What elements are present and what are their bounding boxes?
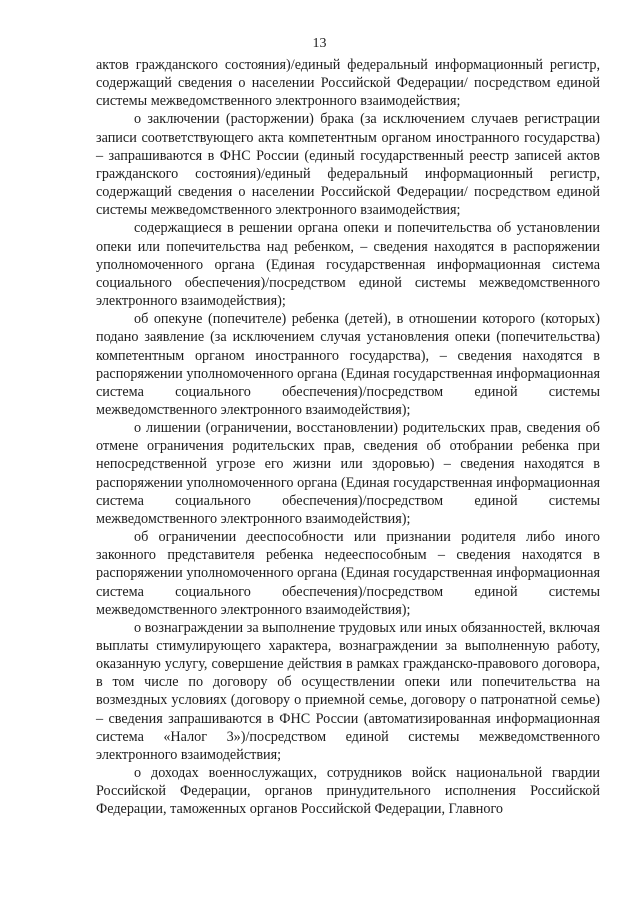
paragraph-remuneration: о вознаграждении за выполнение трудовых или иных обязанностей, включая выплаты стимулирующего характера, вознаграждении за выполненную работу, оказанную услугу, совершение действия в рамках гражданско-правового договора, в том числе по договору об осуществлении опеки или попечительства на возмездных условиях (договору о приемной семье, договору о патронатной семье) – сведения запрашиваются в ФНС России (автоматизированная информационная система «Налог 3»)/посредством единой системы межведомственного электронного взаимодействия; <box>96 619 600 763</box>
paragraph-guardianship-decision: содержащиеся в решении органа опеки и попечительства об установлении опеки или попечительства над ребенком, – сведения находятся в распоряжении уполномоченного органа (Единая государственная информационная система социального обеспечения)/посредством единой системы межведомственного электронного взаимодействия); <box>96 220 600 310</box>
paragraph-continuation: актов гражданского состояния)/единый федеральный информационный регистр, содержащий сведения о населении Российской Федерации/ посредством единой системы межведомственного электронного взаимодействия; <box>96 57 600 110</box>
paragraph-military-income: о доходах военнослужащих, сотрудников войск национальной гвардии Российской Федерации, органов принудительного исполнения Российской Федерации, таможенных органов Российской Федерации, Главного <box>96 765 600 818</box>
paragraph-parental-rights: о лишении (ограничении, восстановлении) родительских прав, сведения об отмене ограничения родительских прав, сведения об отобрании ребенка при непосредственной угрозе его жизни или здоровью) – сведения находятся в распоряжении уполномоченного органа (Единая государственная информационная система социального обеспечения)/посредством единой системы межведомственного электронного взаимодействия); <box>96 420 600 527</box>
paragraph-marriage: о заключении (расторжении) брака (за исключением случаев регистрации записи соответствующего акта компетентным органом иностранного государства) – запрашиваются в ФНС России (единый государственный реестр записей актов гражданского состояния)/единый федеральный информационный регистр, содержащий сведения о населении Российской Федерации/ посредством единой системы межведомственного электронного взаимодействия; <box>96 111 600 219</box>
paragraph-legal-capacity: об ограничении дееспособности или признании родителя либо иного законного представителя ребенка недееспособным – сведения находятся в распоряжении уполномоченного органа (Единая государственная информационная система социального обеспечения)/посредством единой системы межведомственного электронного взаимодействия); <box>96 529 600 618</box>
document-body <box>96 56 600 819</box>
paragraph-guardian: об опекуне (попечителе) ребенка (детей), в отношении которого (которых) подано заявление (за исключением случая установления опеки (попечительства) компетентным органом иностранного государства), – сведения находятся в распоряжении уполномоченного органа (Единая государственная информационная система социального обеспечения)/посредством единой системы межведомственного электронного взаимодействия); <box>96 311 600 418</box>
page-number: 13 <box>312 36 327 51</box>
